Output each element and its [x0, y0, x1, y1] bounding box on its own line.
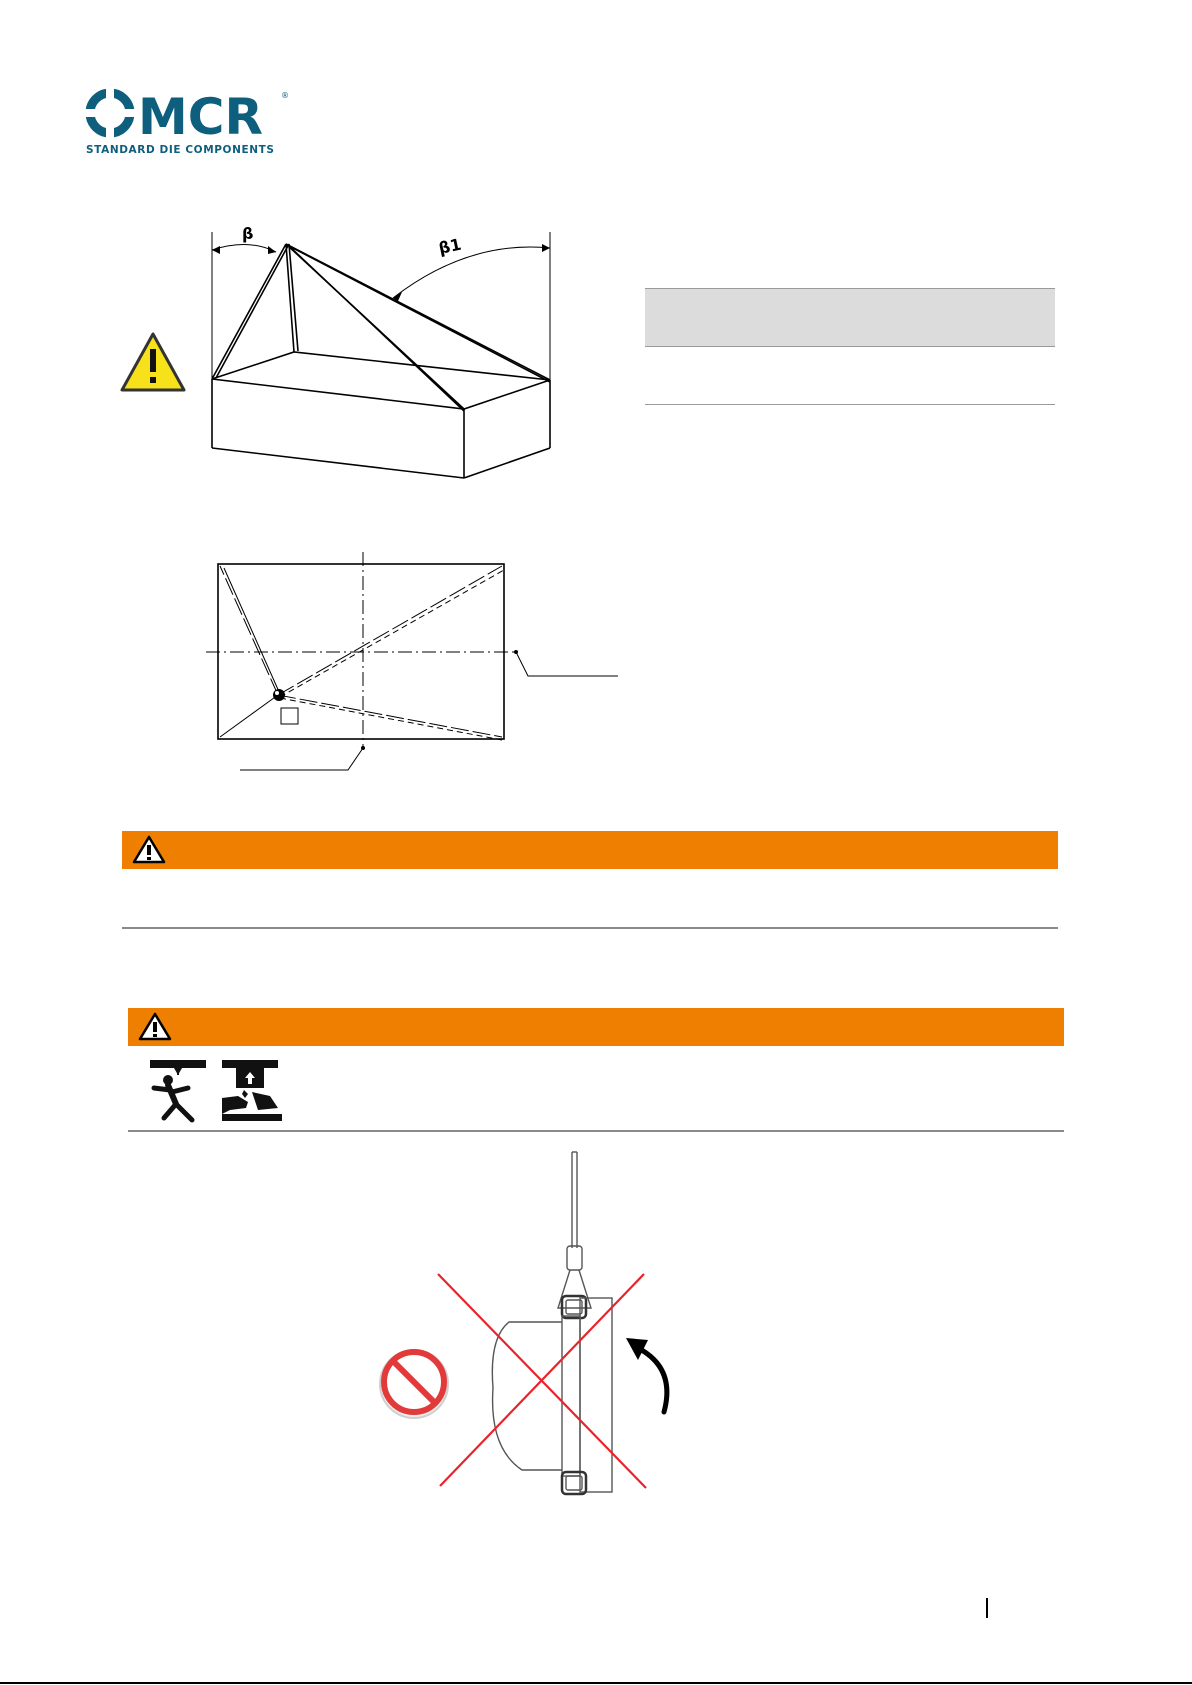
- omcr-logo: [84, 84, 294, 164]
- red-cross-mark: [438, 1274, 646, 1488]
- warning-bar-2: [128, 1008, 1064, 1046]
- angle-beta-label: β: [242, 224, 254, 243]
- crush-hazard-icon: [222, 1060, 282, 1121]
- rotate-arrow-icon: [626, 1338, 667, 1412]
- warning-bar-1: [122, 831, 1058, 869]
- logo-subtitle: STANDARD DIE COMPONENTS: [86, 144, 275, 156]
- page-number-marker: [986, 1598, 988, 1618]
- hazard-pictograms: [146, 1058, 286, 1124]
- center-of-gravity-diagram: [200, 548, 630, 778]
- warning-triangle-icon: [132, 835, 166, 865]
- warning-divider-2: [128, 1130, 1064, 1132]
- falling-load-icon: [150, 1060, 206, 1120]
- lifting-angle-diagram: [118, 222, 568, 482]
- angle-table-header: [645, 288, 1055, 347]
- page-bottom-rule: [0, 1682, 1192, 1684]
- svg-text:®: ®: [281, 91, 289, 100]
- omcr-logo-mark: [84, 84, 294, 144]
- warning-divider-1: [122, 927, 1058, 929]
- warning-triangle-icon: [138, 1012, 172, 1042]
- caution-triangle-icon: [122, 334, 184, 390]
- angle-beta1-label: β1: [436, 234, 463, 258]
- logo-lettering: MCR: [138, 88, 263, 144]
- prohibited-icon: [380, 1350, 448, 1418]
- prohibited-lifting-figure: [376, 1148, 696, 1508]
- angle-table-row: [645, 346, 1055, 405]
